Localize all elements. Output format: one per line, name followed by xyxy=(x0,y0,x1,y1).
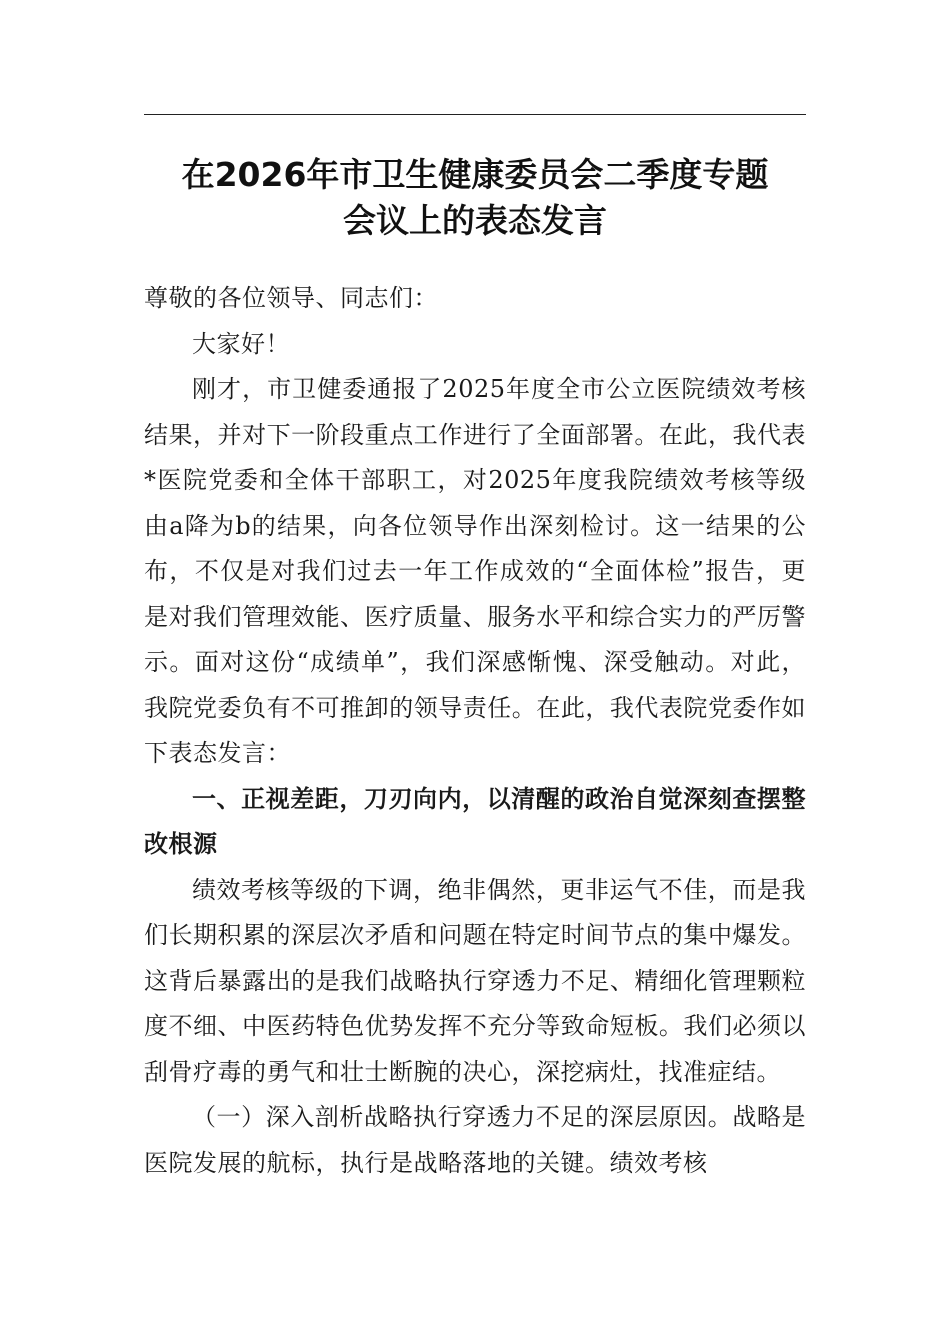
title-line-1: 在2026年市卫生健康委员会二季度专题 xyxy=(181,155,769,194)
section-heading-1: 一、正视差距，刀刃向内，以清醒的政治自觉深刻查摆整改根源 xyxy=(144,784,806,858)
paragraph-1: 刚才，市卫健委通报了2025年度全市公立医院绩效考核结果，并对下一阶段重点工作进行了全面部署。在此，我代表*医院党委和全体干部职工，对2025年度我院绩效考核等级由a降为b的结果，向各位领导作出深刻检讨。这一结果的公布，不仅是对我们过去一年工作成效的“全面体检”报告，更是对我们管理效能、医疗质量、服务水平和综合实力的严厉警示。面对这份“成绩单”，我们深感惭愧、深受触动。对此，我院党委负有不可推卸的领导责任。在此，我代表院党委作如下表态发言： xyxy=(144,375,806,767)
title-line-2: 会议上的表态发言 xyxy=(343,201,607,240)
document-title xyxy=(144,152,806,244)
greeting: 大家好！ xyxy=(192,329,290,358)
salutation: 尊敬的各位领导、同志们： xyxy=(144,284,438,312)
paragraph-2: 绩效考核等级的下调，绝非偶然，更非运气不佳，而是我们长期积累的深层次矛盾和问题在特定时间节点的集中爆发。这背后暴露出的是我们战略执行穿透力不足、精细化管理颗粒度不细、中医药特色优势发挥不充分等致命短板。我们必须以刮骨疗毒的勇气和壮士断腕的决心，深挖病灶，找准症结。 xyxy=(144,875,806,1086)
document-body xyxy=(144,276,806,1186)
header-rule xyxy=(144,114,806,115)
paragraph-3: （一）深入剖析战略执行穿透力不足的深层原因。战略是医院发展的航标，执行是战略落地的关键。绩效考核 xyxy=(144,1103,806,1177)
